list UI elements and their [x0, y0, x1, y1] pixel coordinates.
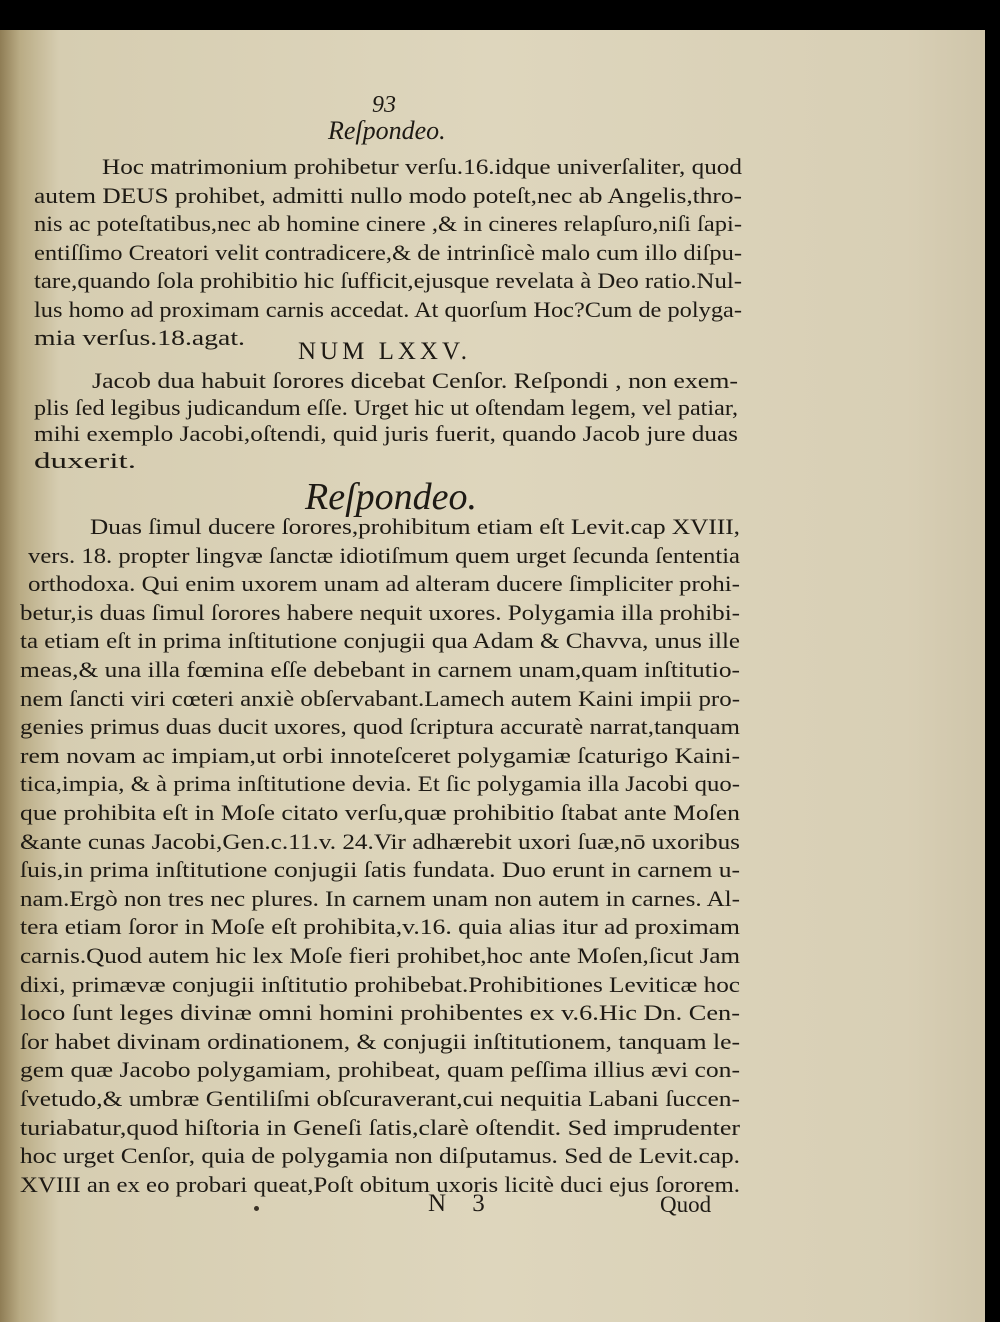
ornament-dot [254, 1206, 259, 1211]
text-line: nam.Ergò non tres nec plures. In carnem unam non autem in carnes. Al- [20, 885, 740, 911]
text-line: tica,impia, & à prima inſtitutione devia. Et ſic polygamia illa Jacobi quo- [20, 771, 740, 797]
text-line: tera etiam ſoror in Moſe eſt prohibita,v.16. quia alias itur ad proximam [20, 914, 740, 940]
text-line: lus homo ad proximam carnis accedat. At quorſum Hoc?Cum de polyga- [34, 296, 742, 322]
text-line: ſuis,in prima inſtitutione conjugii ſatis fundata. Duo erunt in carnem u- [20, 857, 740, 883]
text-line: betur,is duas ſimul ſorores habere nequit uxores. Polygamia illa prohibi- [20, 599, 740, 625]
text-line: carnis.Quod autem hic lex Moſe fieri prohibet,hoc ante Moſen,ſicut Jam [20, 943, 740, 968]
text-line: loco ſunt leges divinæ omni homini prohibentes ex v.6.Hic Dn. Cen- [20, 1000, 740, 1026]
signature-mark: N 3 [428, 1190, 495, 1217]
text-line: mia verſus.18.agat. [34, 325, 245, 350]
text-line: que prohibita eſt in Moſe citato verſu,quæ prohibitio ſtabat ante Moſen [20, 800, 740, 825]
text-line: nis ac poteſtatibus,nec ab homine cinere ,& in cineres relapſuro,niſi ſapi- [34, 211, 742, 236]
section-heading-respondeo-2: Reſpondeo. [305, 476, 478, 518]
text-line: ta etiam eſt in prima inſtitutione conjugii qua Adam & Chavva, unus ille [20, 628, 740, 654]
section-number: NUM LXXV. [298, 338, 472, 365]
text-line: orthodoxa. Qui enim uxorem unam ad alteram ducere ſimpliciter prohi- [28, 571, 740, 597]
text-line: dixi, primævæ conjugii inſtitutio prohibebat.Prohibitiones Leviticæ hoc [20, 971, 740, 997]
text-line: Jacob dua habuit ſorores dicebat Cenſor. Reſpondi , non exem- [92, 368, 738, 393]
text-line: tare,quando ſola prohibitio hic ſufficit,ejusque revelata à Deo ratio.Nul- [34, 268, 742, 293]
text-line: nem ſancti viri cœteri anxiè obſervabant.Lamech autem Kaini impii pro- [20, 685, 740, 711]
text-line: gem quæ Jacobo polygamiam, prohibeat, quam peſſima illius ævi con- [20, 1057, 740, 1083]
text-line: vers. 18. propter lingvæ ſanctæ idiotiſmum quem urget ſecunda ſententia [28, 542, 740, 568]
text-line: meas,& una illa fœmina eſſe debebant in carnem unam,quam inſtitutio- [20, 657, 740, 682]
text-line: rem novam ac impiam,ut orbi innoteſceret polygamiæ ſcaturigo Kaini- [20, 742, 740, 768]
text-line: XVIII an ex eo probari queat,Poſt obitum uxoris licitè duci ejus ſororem. [20, 1171, 740, 1197]
text-line: hoc urget Cenſor, quia de polygamia non diſputamus. Sed de Levit.cap. [20, 1143, 740, 1169]
text-line: plis ſed legibus judicandum eſſe. Urget hic ut oſtendam legem, vel patiar, [34, 394, 738, 420]
book-page [0, 30, 985, 1322]
text-line: Duas ſimul ducere ſorores,prohibitum etiam eſt Levit.cap XVIII, [90, 514, 740, 539]
text-line: duxerit. [34, 447, 136, 473]
section-heading-respondeo-1: Reſpondeo. [328, 116, 446, 145]
page-number: 93 [372, 92, 396, 118]
text-line: turiabatur,quod hiſtoria in Geneſi ſatis,clarè oſtendit. Sed imprudenter [20, 1114, 740, 1140]
text-line: genies primus duas ducit uxores, quod ſcriptura accuratè narrat,tanquam [20, 714, 740, 740]
catchword: Quod [660, 1192, 712, 1217]
text-line: Hoc matrimonium prohibetur verſu.16.idque univerſaliter, quod [102, 154, 742, 179]
text-line: entiſſimo Creatori velit contradicere,& de intrinſicè malo cum illo diſpu- [34, 239, 743, 265]
text-line: mihi exemplo Jacobi,oſtendi, quid juris fuerit, quando Jacob jure duas [34, 421, 738, 446]
text-line: autem DEUS prohibet, admitti nullo modo poteſt,nec ab Angelis,thro- [34, 182, 742, 208]
text-line: &ante cunas Jacobi,Gen.c.11.v. 24.Vir adhærebit uxori ſuæ,nō uxoribus [20, 828, 740, 854]
text-line: ſor habet divinam ordinationem, & conjugii inſtitutionem, tanquam le- [20, 1028, 740, 1054]
text-line: ſvetudo,& umbræ Gentiliſmi obſcuraverant,cui nequitia Labani ſuccen- [20, 1086, 740, 1111]
